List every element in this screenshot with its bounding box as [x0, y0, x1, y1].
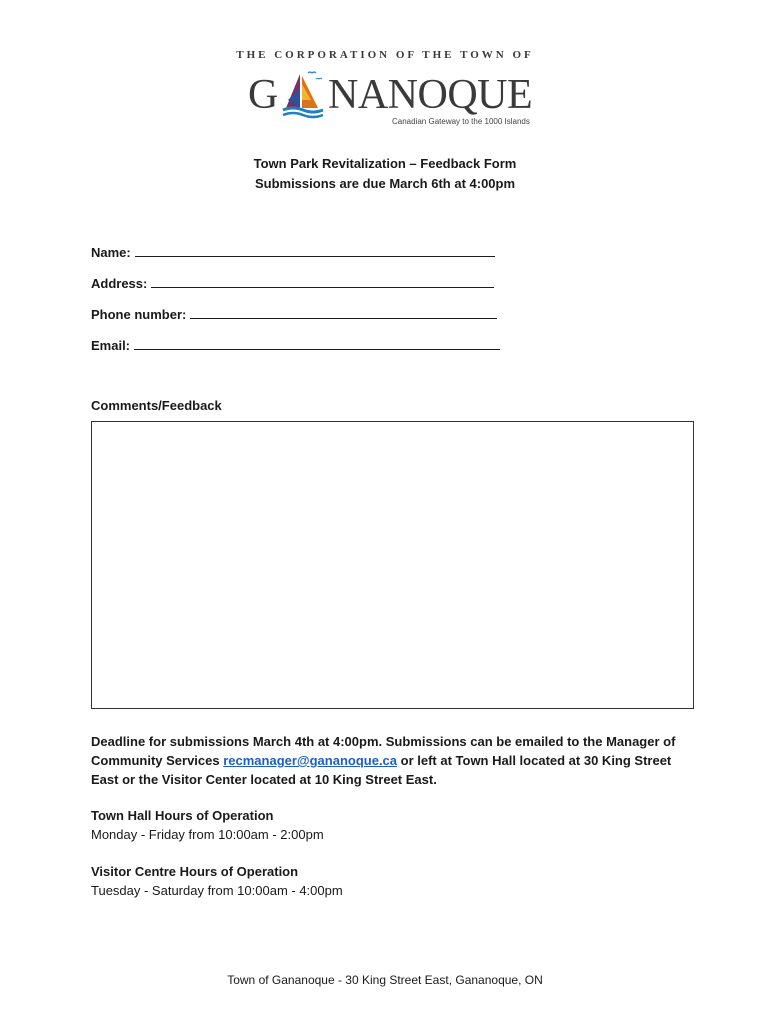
town-hall-hours-text: Monday - Friday from 10:00am - 2:00pm: [91, 827, 324, 842]
form-title: Town Park Revitalization – Feedback Form: [253, 156, 517, 171]
logo-name-text: NANOQUE: [328, 72, 533, 118]
deadline-text-before: Deadline for submissions March 4th at 4:00pm. Submissions can be emailed to the Manager of Community Services: [91, 734, 676, 768]
sailboat-logo-icon: [278, 70, 328, 120]
comments-textarea[interactable]: [91, 421, 694, 709]
name-field[interactable]: [135, 244, 495, 257]
comments-label: Comments/Feedback: [91, 398, 222, 413]
address-field[interactable]: [151, 275, 494, 288]
email-link[interactable]: recmanager@gananoque.ca: [223, 753, 398, 768]
visitor-centre-hours-heading: Visitor Centre Hours of Operation: [91, 864, 299, 879]
name-label: Name:: [91, 245, 131, 260]
town-logo: [248, 70, 538, 120]
footer-address: Town of Gananoque - 30 King Street East, Gananoque, ON: [227, 973, 543, 987]
email-label: Email:: [91, 338, 131, 353]
name-field-row: [91, 244, 495, 260]
town-hall-hours-heading: Town Hall Hours of Operation: [91, 808, 274, 823]
logo-letter-g: G: [248, 72, 279, 118]
phone-label: Phone number:: [91, 307, 187, 322]
address-field-row: [91, 275, 494, 291]
email-field-row: [91, 337, 500, 353]
address-label: Address:: [91, 276, 148, 291]
visitor-centre-hours-text: Tuesday - Saturday from 10:00am - 4:00pm: [91, 883, 343, 898]
logo-tagline: Canadian Gateway to the 1000 Islands: [392, 117, 530, 126]
logo-corporation-text: THE CORPORATION OF THE TOWN OF: [236, 49, 534, 61]
deadline-text-after: or left at Town Hall located at 30 King Street East or the Visitor Center located at 10 King Street East.: [91, 753, 672, 787]
deadline-paragraph: [91, 732, 681, 789]
phone-field-row: [91, 306, 497, 322]
email-field[interactable]: [134, 337, 500, 350]
form-subtitle: Submissions are due March 6th at 4:00pm: [254, 176, 516, 191]
phone-field[interactable]: [190, 306, 497, 319]
